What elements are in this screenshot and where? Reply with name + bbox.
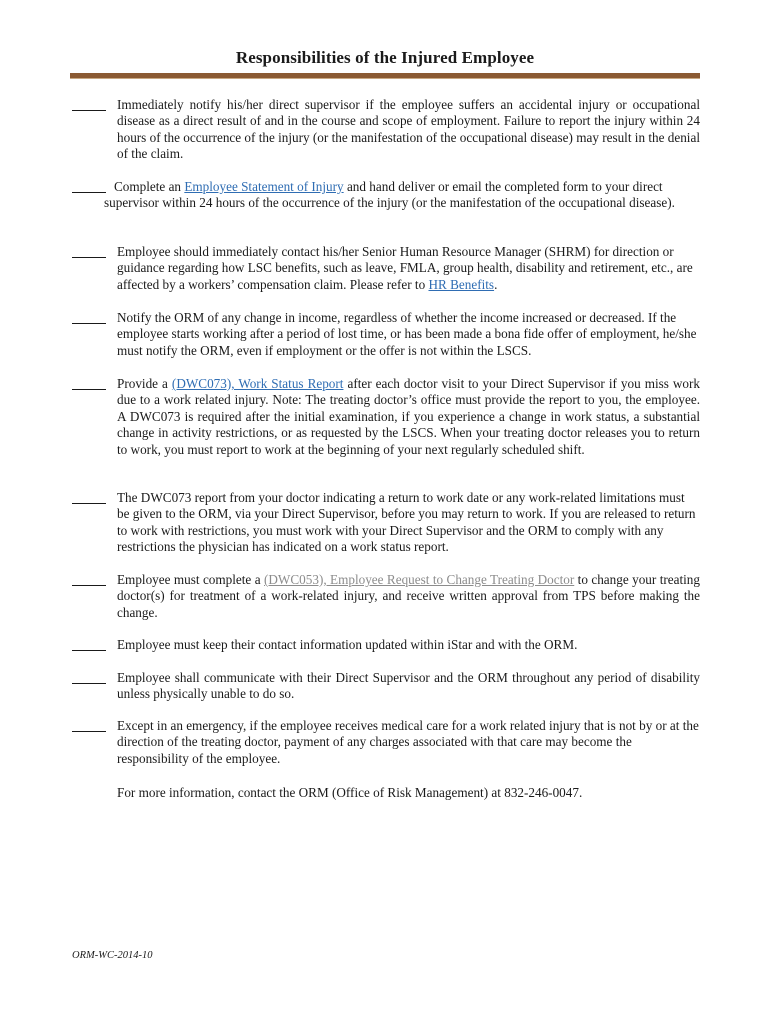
checkbox-blank-line[interactable] [72,376,106,390]
checkbox-blank-line[interactable] [72,310,106,324]
contact-note-text: For more information, contact the ORM (Office of Risk Management) at 832-246-0047. [117,785,583,800]
item-text: Employee shall communicate with their Direct Supervisor and the ORM throughout any period of disability unless physically unable to do so. [117,670,700,702]
item-text [117,376,700,458]
item-text-after: . [494,276,498,292]
item-text-before: Complete an [114,179,182,194]
item-text-after: after each doctor visit to your Direct Supervisor if you miss work due to a work related injury. Note: The treating doctor’s office must provide the report to you, the employee. A DWC073 is required after the initial examination, if you experience a change in work status, a substantial change in activity restrictions, or as requested by the LSCS. When your treating doctor releases you to return to work, you must report to work at the beginning of your next regularly scheduled shift. [117,376,700,457]
page-title: Responsibilities of the Injured Employee [235,48,535,67]
item-text-before: Employee must complete a [117,572,261,587]
checklist-item [72,179,700,212]
item-text [117,244,700,293]
checkbox-blank-line[interactable] [72,718,106,732]
item-text: Except in an emergency, if the employee receives medical care for a work related injury that is not by or at the direction of the treating doctor, payment of any charges associated with that care may become the responsibility of the employee. [117,718,699,766]
checkbox-blank-line[interactable] [72,670,106,684]
checkbox-blank-line[interactable] [72,244,106,258]
item-text [104,179,700,212]
checklist-item [72,718,700,767]
checkbox-blank-line[interactable] [72,637,106,651]
item-text: Notify the ORM of any change in income, regardless of whether the income increased or decreased. If the employee starts working after a period of lost time, or has been made a bona fide offer of employment, he/she must notify the ORM, even if employment or the offer is not within the LSCS. [117,310,697,358]
item-text-before: Employee should immediately contact his/her Senior Human Resource Manager (SHRM) for direction or guidance regarding how LSC benefits, such as leave, FMLA, group health, disability and retirement, etc., are affected by a workers’ compensation claim. Please refer to [117,244,693,292]
checklist-item [72,310,700,359]
item-text-after: to change your treating doctor(s) for treatment of a work-related injury, and receive written approval from TPS before making the change. [117,572,700,620]
item-text-after: and hand deliver or email the completed form to your direct supervisor within 24 hours of the occurrence of the injury (or the manifestation of the occupational disease). [104,179,675,211]
checklist-item [72,637,700,653]
checkbox-blank-line[interactable] [72,97,106,111]
contact-note [72,785,700,801]
title-divider [70,73,700,79]
hr-benefits-link[interactable]: HR Benefits [428,276,495,292]
checklist-item [72,572,700,621]
dwc053-change-treating-doctor-link[interactable]: (DWC053), Employee Request to Change Treating Doctor [264,572,575,587]
checklist-item [72,376,700,458]
item-text-before: Provide a [117,376,168,391]
checkbox-blank-line[interactable] [72,179,106,193]
checkbox-blank-line[interactable] [72,490,106,504]
item-text [117,572,700,621]
checkbox-blank-line[interactable] [72,572,106,586]
employee-statement-of-injury-link[interactable]: Employee Statement of Injury [184,179,344,194]
dwc073-work-status-report-link[interactable]: (DWC073), Work Status Report [171,376,344,391]
checklist-item [72,97,700,163]
item-text: Employee must keep their contact information updated within iStar and with the ORM. [117,637,578,652]
checklist-item [72,670,700,703]
item-text: Immediately notify his/her direct supervisor if the employee suffers an accidental injury or occupational disease as a direct result of and in the course and scope of employment. Failure to report the injury within 24 hours of the occurrence of the injury (or the manifestation of the occupational disease) may result in the denial of the claim. [117,97,700,162]
item-text: The DWC073 report from your doctor indicating a return to work date or any work-related limitations must be given to the ORM, via your Direct Supervisor, before you may return to work. If you are released to return to work with restrictions, you must work with your Direct Supervisor and the ORM to comply with any restrictions the physician has indicated on a work status report. [117,490,696,555]
form-code: ORM-WC-2014-10 [72,950,153,961]
checklist-item [72,244,700,293]
checklist-item [72,490,700,556]
